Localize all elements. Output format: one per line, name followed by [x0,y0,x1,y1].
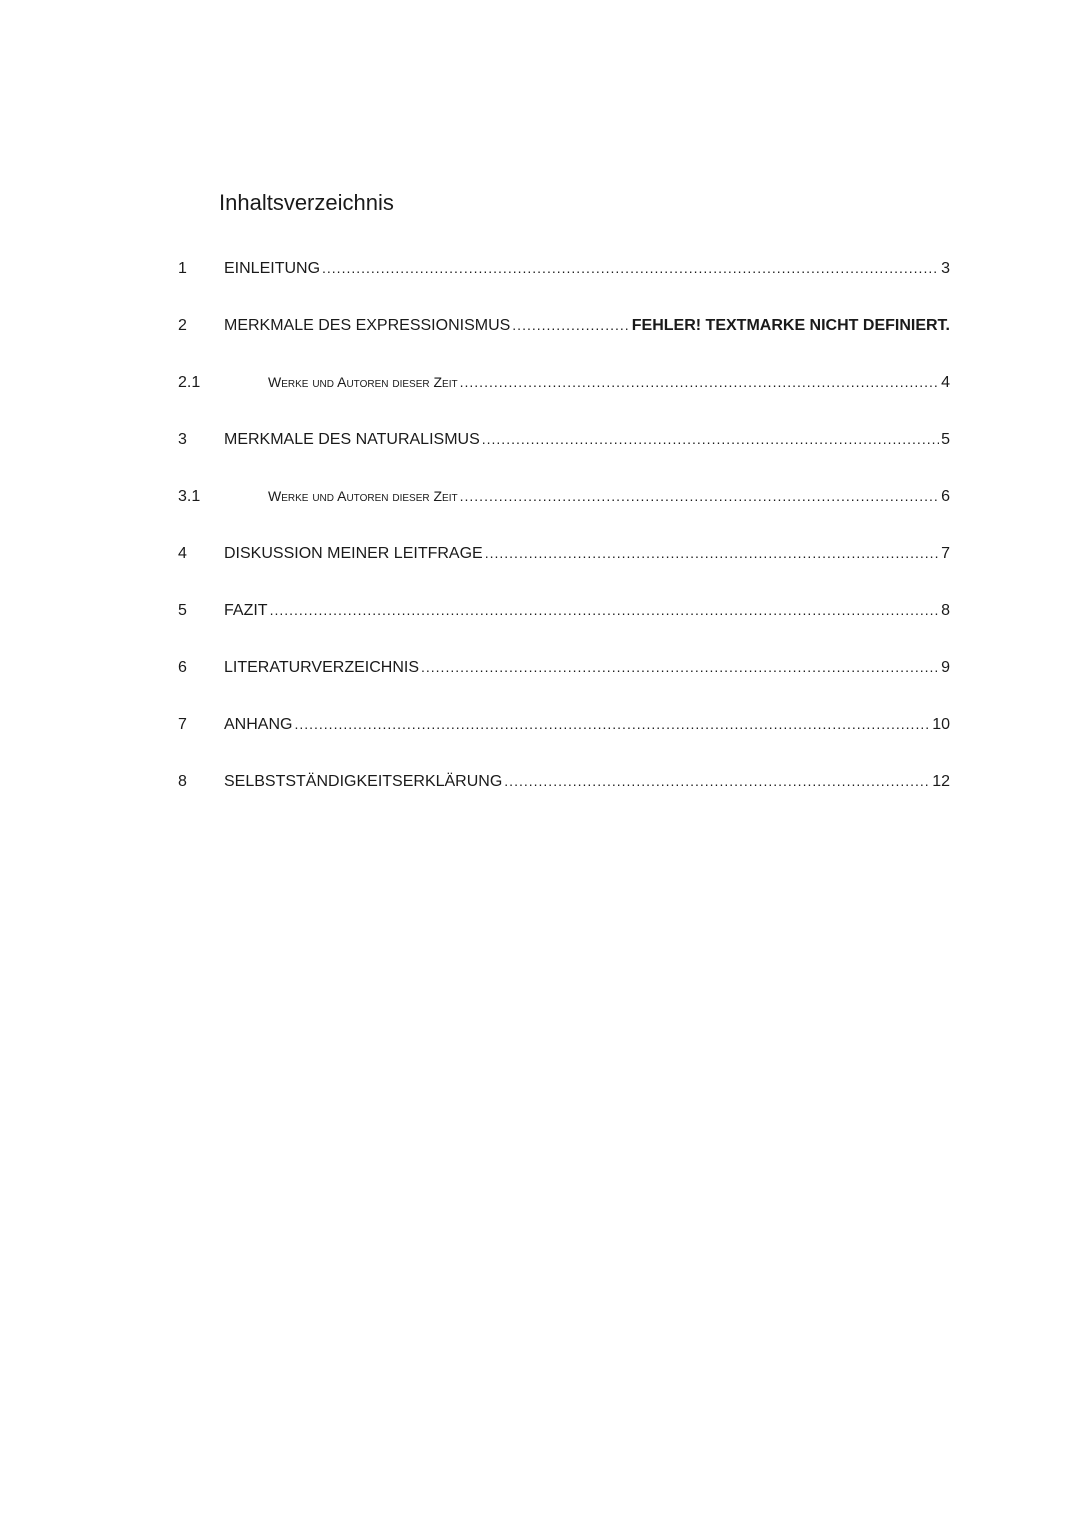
toc-dot-leader [322,256,939,280]
toc-entry-number: 4 [178,545,187,562]
toc-entry-page: 7 [941,545,950,562]
toc-entry[interactable] [178,256,950,280]
toc-dot-leader [512,313,629,337]
toc-dot-leader [485,541,939,565]
toc-entry[interactable] [178,427,950,451]
toc-entry-label: ANHANG [224,716,293,733]
toc-entry[interactable] [178,712,950,736]
toc-entry-label: MERKMALE DES NATURALISMUS [224,431,480,448]
toc-entry-label: LITERATURVERZEICHNIS [224,659,419,676]
toc-entry[interactable] [178,598,950,622]
page-title: Inhaltsverzeichnis [219,190,394,215]
toc-entry[interactable] [178,655,950,679]
toc-entry-number: 2.1 [178,374,201,391]
toc-entry-number: 3 [178,431,187,448]
toc-dot-leader [460,370,939,394]
toc-subentry[interactable] [178,370,950,394]
toc-entry-label: FAZIT [224,602,268,619]
toc-entry[interactable] [178,541,950,565]
toc-entry-label: DISKUSSION MEINER LEITFRAGE [224,545,483,562]
toc-entry[interactable] [178,313,950,337]
toc-dot-leader [460,484,939,508]
toc-entry-page: 9 [941,659,950,676]
toc-entry-page-error: FEHLER! TEXTMARKE NICHT DEFINIERT. [631,317,950,334]
toc-dot-leader [482,427,939,451]
toc-dot-leader [504,769,930,793]
toc-entry-page: 6 [941,488,950,505]
toc-entry-number: 1 [178,260,187,277]
toc-dot-leader [294,712,930,736]
toc-entry-page: 3 [941,260,950,277]
toc-entry-number: 6 [178,659,187,676]
toc-entry-label: Werke und Autoren dieser Zeit [268,488,458,504]
toc-dot-leader [421,655,939,679]
toc-entry-page: 12 [932,773,950,790]
toc-entry-number: 2 [178,317,187,334]
toc-entry-label: SELBSTSTÄNDIGKEITSERKLÄRUNG [224,773,503,790]
toc-entry-label: EINLEITUNG [224,260,321,277]
toc-dot-leader [270,598,940,622]
toc-entry-label: MERKMALE DES EXPRESSIONISMUS [224,317,511,334]
toc-entry-number: 7 [178,716,187,733]
toc-entry-number: 5 [178,602,187,619]
toc-entry-page: 4 [941,374,950,391]
toc-entry-number: 3.1 [178,488,201,505]
toc-entry-page: 5 [941,431,950,448]
toc-subentry[interactable] [178,484,950,508]
toc-entry-label: Werke und Autoren dieser Zeit [268,374,458,390]
toc-entry[interactable] [178,769,950,793]
toc-entry-page: 8 [941,602,950,619]
toc-entry-page: 10 [932,716,950,733]
toc-entry-number: 8 [178,773,187,790]
